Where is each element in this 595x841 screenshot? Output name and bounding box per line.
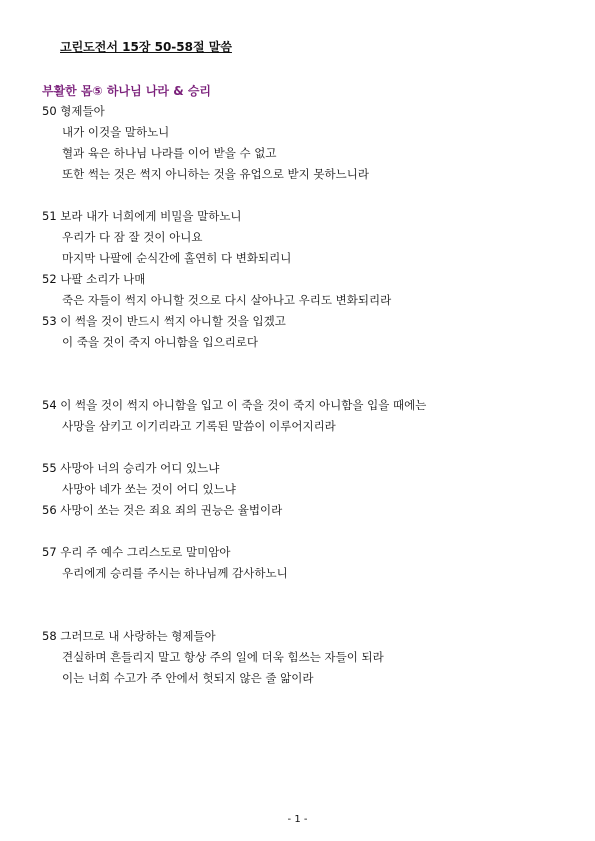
verse-57: 57 우리 주 예수 그리스도로 말미암아	[42, 545, 231, 559]
verse-50-line-3: 혈과 육은 하나님 나라를 이어 받을 수 없고	[62, 146, 277, 160]
verse-55: 55 사망아 너의 승리가 어디 있느냐	[42, 461, 220, 475]
verse-51-line-2: 우리가 다 잠 잘 것이 아니요	[62, 230, 203, 244]
verse-51: 51 보라 내가 너희에게 비밀을 말하노니	[42, 209, 242, 223]
verse-51-line-3: 마지막 나팔에 순식간에 홀연히 다 변화되리니	[62, 251, 292, 265]
verse-50-line-2: 내가 이것을 말하노니	[62, 125, 170, 139]
verse-57-line-2: 우리에게 승리를 주시는 하나님께 감사하노니	[62, 566, 288, 580]
section-subtitle: 부활한 몸⑤ 하나님 나라 & 승리	[42, 84, 212, 98]
verse-54: 54 이 썩을 것이 썩지 아니함을 입고 이 죽을 것이 죽지 아니함을 입을 때에는	[42, 398, 427, 412]
verse-54-line-2: 사망을 삼키고 이기리라고 기록된 말씀이 이루어지리라	[62, 419, 336, 433]
page-title: 고린도전서 15장 50-58절 말씀	[60, 40, 232, 54]
verse-50-line-4: 또한 썩는 것은 썩지 아니하는 것을 유업으로 받지 못하느니라	[62, 167, 369, 181]
verse-58-line-3: 이는 너희 수고가 주 안에서 헛되지 않은 줄 앎이라	[62, 671, 314, 685]
verse-58-line-2: 견실하며 흔들리지 말고 항상 주의 일에 더욱 힘쓰는 자들이 되라	[62, 650, 384, 664]
verse-56: 56 사망이 쏘는 것은 죄요 죄의 권능은 율법이라	[42, 503, 283, 517]
page-number: - 1 -	[287, 814, 308, 825]
verse-52: 52 나팔 소리가 나매	[42, 272, 146, 286]
verse-58: 58 그러므로 내 사랑하는 형제들아	[42, 629, 216, 643]
verse-53-line-2: 이 죽을 것이 죽지 아니함을 입으리로다	[62, 335, 259, 349]
verse-55-line-2: 사망아 네가 쏘는 것이 어디 있느냐	[62, 482, 236, 496]
verse-50: 50 형제들아	[42, 104, 105, 118]
verse-53: 53 이 썩을 것이 반드시 썩지 아니할 것을 입겠고	[42, 314, 286, 328]
verse-52-line-2: 죽은 자들이 썩지 아니할 것으로 다시 살아나고 우리도 변화되리라	[62, 293, 392, 307]
